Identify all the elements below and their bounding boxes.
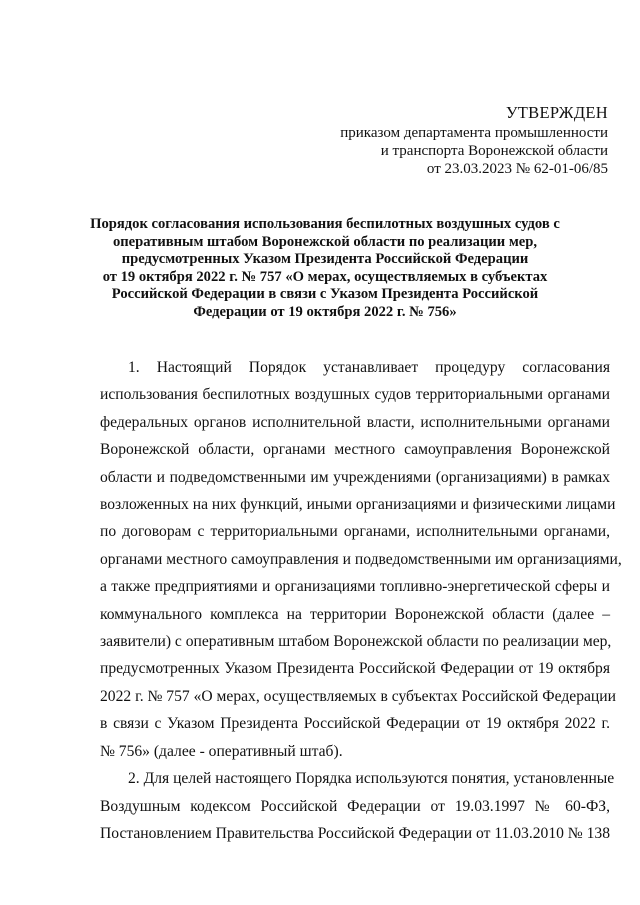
approval-line-2: и транспорта Воронежской области <box>380 143 608 159</box>
paragraph-1 <box>100 354 622 765</box>
title-line-6: Федерации от 19 октября 2022 г. № 756» <box>193 303 457 320</box>
paragraph-line: Воздушным кодексом Российской Федерации от 19.03.1997 № 60-ФЗ, <box>100 797 610 815</box>
paragraph-line: по договорам с территориальными органами, исполнительными органами, <box>100 523 610 541</box>
paragraph-line: использования беспилотных воздушных судов территориальными органами <box>100 386 610 404</box>
approved-heading: УТВЕРЖДЕН <box>505 103 608 122</box>
paragraph-line: предусмотренных Указом Президента Российской Федерации от 19 октября <box>100 660 610 678</box>
paragraph-line: 1. Настоящий Порядок устанавливает процедуру согласования <box>128 359 610 376</box>
title-line-3: предусмотренных Указом Президента Российской Федерации <box>121 251 529 267</box>
paragraph-line: федеральных органов исполнительной власти, исполнительными органами <box>100 413 610 431</box>
approval-line-1: приказом департамента промышленности <box>340 125 608 141</box>
title-line-2: оперативным штабом Воронежской области по реализации мер, <box>112 233 538 250</box>
paragraph-2 <box>100 765 615 847</box>
paragraph-line: заявители) с оперативным штабом Воронежской области по реализации мер, <box>100 633 612 651</box>
paragraph-line: области и подведомственными им учреждениями (организациями) в рамках <box>100 468 610 486</box>
approval-stamp <box>340 104 608 178</box>
document-title <box>90 216 560 321</box>
approval-line-3: от 23.03.2023 № 62-01-06/85 <box>426 161 608 177</box>
paragraph-line: органами местного самоуправления и подведомственными им организациями, <box>100 550 622 568</box>
paragraph-line: а также предприятиями и организациями топливно-энергетической сферы и <box>100 578 610 596</box>
title-line-4: от 19 октября 2022 г. № 757 «О мерах, осуществляемых в субъектах <box>102 268 548 285</box>
title-line-1: Порядок согласования использования беспилотных воздушных судов с <box>90 216 560 232</box>
document-body <box>100 354 622 847</box>
paragraph-line: возложенных на них функций, иными организациями и физическими лицами <box>100 496 616 514</box>
paragraph-line: Воронежской области, органами местного самоуправления Воронежской <box>100 441 610 459</box>
title-line-5: Российской Федерации в связи с Указом Президента Российской <box>111 286 539 302</box>
paragraph-line: Постановлением Правительства Российской Федерации от 11.03.2010 № 138 <box>100 824 610 842</box>
paragraph-line: в связи с Указом Президента Российской Федерации от 19 октября 2022 г. <box>100 715 610 733</box>
paragraph-line: 2022 г. № 757 «О мерах, осуществляемых в субъектах Российской Федерации <box>100 687 616 705</box>
paragraph-line: коммунального комплекса на территории Воронежской области (далее – <box>100 605 610 623</box>
paragraph-line: № 756» (далее - оперативный штаб). <box>100 742 343 760</box>
paragraph-line: 2. Для целей настоящего Порядка используются понятия, установленные <box>128 770 615 788</box>
